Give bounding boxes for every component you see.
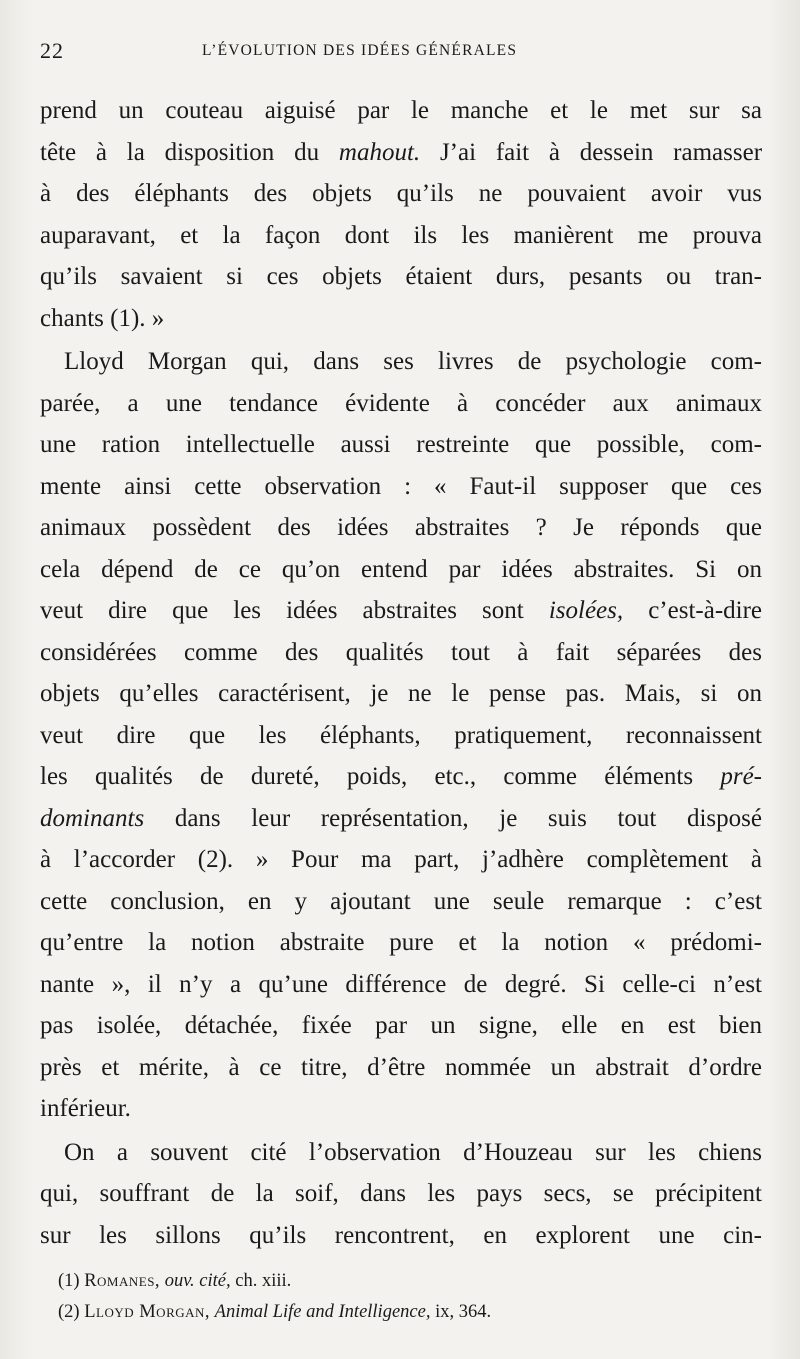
italic-term: mahout. <box>338 138 421 166</box>
text-line: cette conclusion, en y ajoutant une seule remarque : c’est <box>40 887 762 915</box>
text-line: veut dire que les idées abstraites sont isolées, c’est-à-dire <box>40 597 763 624</box>
page-header <box>40 38 760 68</box>
footnote: (1) Romanes, ouv. cité, ch. xiii. <box>58 1271 292 1291</box>
running-title: L’ÉVOLUTION DES IDÉES GÉNÉRALES <box>202 42 518 59</box>
text-line: sur les sillons qu’ils rencontrent, en explorent une cin- <box>40 1221 762 1249</box>
text-line: à l’accorder (2). » Pour ma part, j’adhère complètement à <box>40 846 762 873</box>
text-line: à des éléphants des objets qu’ils ne pouvaient avoir vus <box>40 180 762 207</box>
page-number: 22 <box>40 38 64 63</box>
text-line: prend un couteau aiguisé par le manche et le met sur sa <box>40 97 762 124</box>
text-line: qu’ils savaient si ces objets étaient durs, pesants ou tran- <box>40 263 762 290</box>
text-line: parée, a une tendance évidente à concéder aux animaux <box>40 389 762 417</box>
text-line: chants (1). » <box>40 304 165 332</box>
text-line: pas isolée, détachée, fixée par un signe, elle en est bien <box>40 1012 762 1039</box>
italic-term: isolées, <box>548 597 624 624</box>
text-line: qui, souffrant de la soif, dans les pays secs, se précipitent <box>40 1180 762 1207</box>
body-text <box>40 90 762 1256</box>
text-line: une ration intellectuelle aussi restreinte que possible, com- <box>40 431 762 458</box>
italic-term: dominants <box>40 804 145 832</box>
footnote: (2) Lloyd Morgan, Animal Life and Intelligence, ix, 364. <box>58 1302 492 1322</box>
text-line: Lloyd Morgan qui, dans ses livres de psychologie com- <box>64 348 762 375</box>
text-line: objets qu’elles caractérisent, je ne le pense pas. Mais, si on <box>40 680 762 707</box>
italic-term: pré- <box>720 763 762 790</box>
text-line: inférieur. <box>40 1095 131 1122</box>
text-line: cela dépend de ce qu’on entend par idées abstraites. Si on <box>40 555 762 583</box>
text-line: considérées comme des qualités tout à fait séparées des <box>40 638 762 666</box>
text-line: qu’entre la notion abstraite pure et la notion « prédomi- <box>40 929 762 956</box>
text-line: animaux possèdent des idées abstraites ? Je réponds que <box>40 514 762 541</box>
text-line: auparavant, et la façon dont ils les manièrent me prouva <box>40 221 762 249</box>
text-line: les qualités de dureté, poids, etc., comme éléments pré- <box>40 763 762 790</box>
text-line: nante », il n’y a qu’une différence de degré. Si celle-ci n’est <box>40 970 762 998</box>
footnotes <box>58 1266 758 1328</box>
text-line: dominants dans leur représentation, je suis tout disposé <box>40 804 762 832</box>
text-line: tête à la disposition du mahout. J’ai fait à dessein ramasser <box>40 138 763 166</box>
text-line: veut dire que les éléphants, pratiquement, reconnaissent <box>40 721 762 749</box>
text-line: On a souvent cité l’observation d’Houzeau sur les chiens <box>64 1138 762 1166</box>
text-line: près et mérite, à ce titre, d’être nommée un abstrait d’ordre <box>40 1053 762 1081</box>
text-line: mente ainsi cette observation : « Faut-il supposer que ces <box>40 472 762 500</box>
